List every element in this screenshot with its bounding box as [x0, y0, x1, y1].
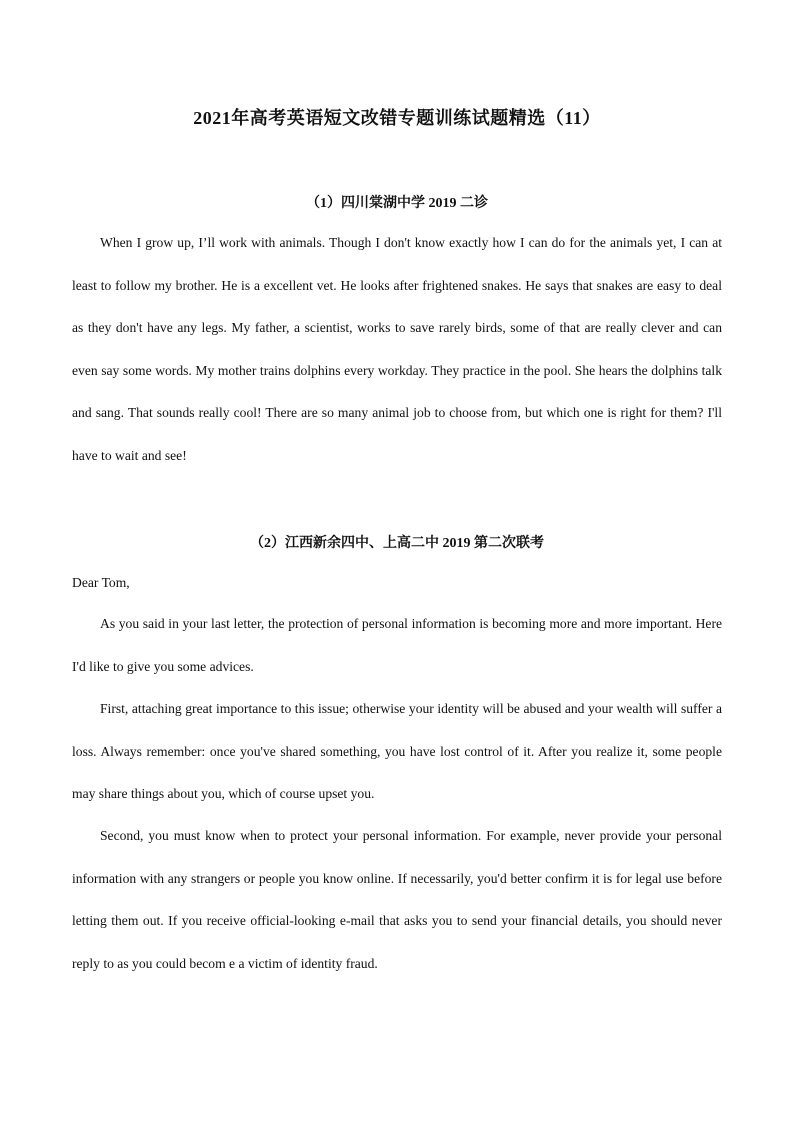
section-2-heading: （2）江西新余四中、上高二中 2019 第二次联考 [250, 536, 544, 551]
document-title: 2021年高考英语短文改错专题训练试题精选（11） [193, 108, 601, 128]
section-2-paragraph-1: As you said in your last letter, the protection of personal information is becoming more and more important. Here I'd like to give you some advices. [72, 616, 722, 674]
section-1-heading: （1）四川棠湖中学 2019 二诊 [306, 196, 488, 211]
section-2-paragraph-2: First, attaching great importance to this issue; otherwise your identity will be abused and your wealth will suffer a loss. Always remember: once you've shared something, you have lost control of it. After you realize it, some people may share things about you, which of course upset you. [72, 701, 722, 802]
section-1-paragraph: When I grow up, I’ll work with animals. Though I don't know exactly how I can do for the animals yet, I can at least to follow my brother. He is a excellent vet. He looks after frightened snakes. He says that snakes are easy to deal as they don't have any legs. My father, a scientist, works to save rarely birds, some of that are really clever and can even say some words. My mother trains dolphins every workday. They practice in the pool. She hears the dolphins talk and sang. That sounds really cool! There are so many animal job to choose from, but which one is right for them? I'll have to wait and see! [72, 235, 722, 463]
letter-salutation: Dear Tom, [72, 575, 130, 590]
section-2-paragraph-3: Second, you must know when to protect your personal information. For example, never provide your personal information with any strangers or people you know online. If necessarily, you'd better confirm it is for legal use before letting them out. If you receive official-looking e-mail that asks you to send your financial details, you should never reply to as you could becom e a victim of identity fraud. [72, 828, 722, 971]
